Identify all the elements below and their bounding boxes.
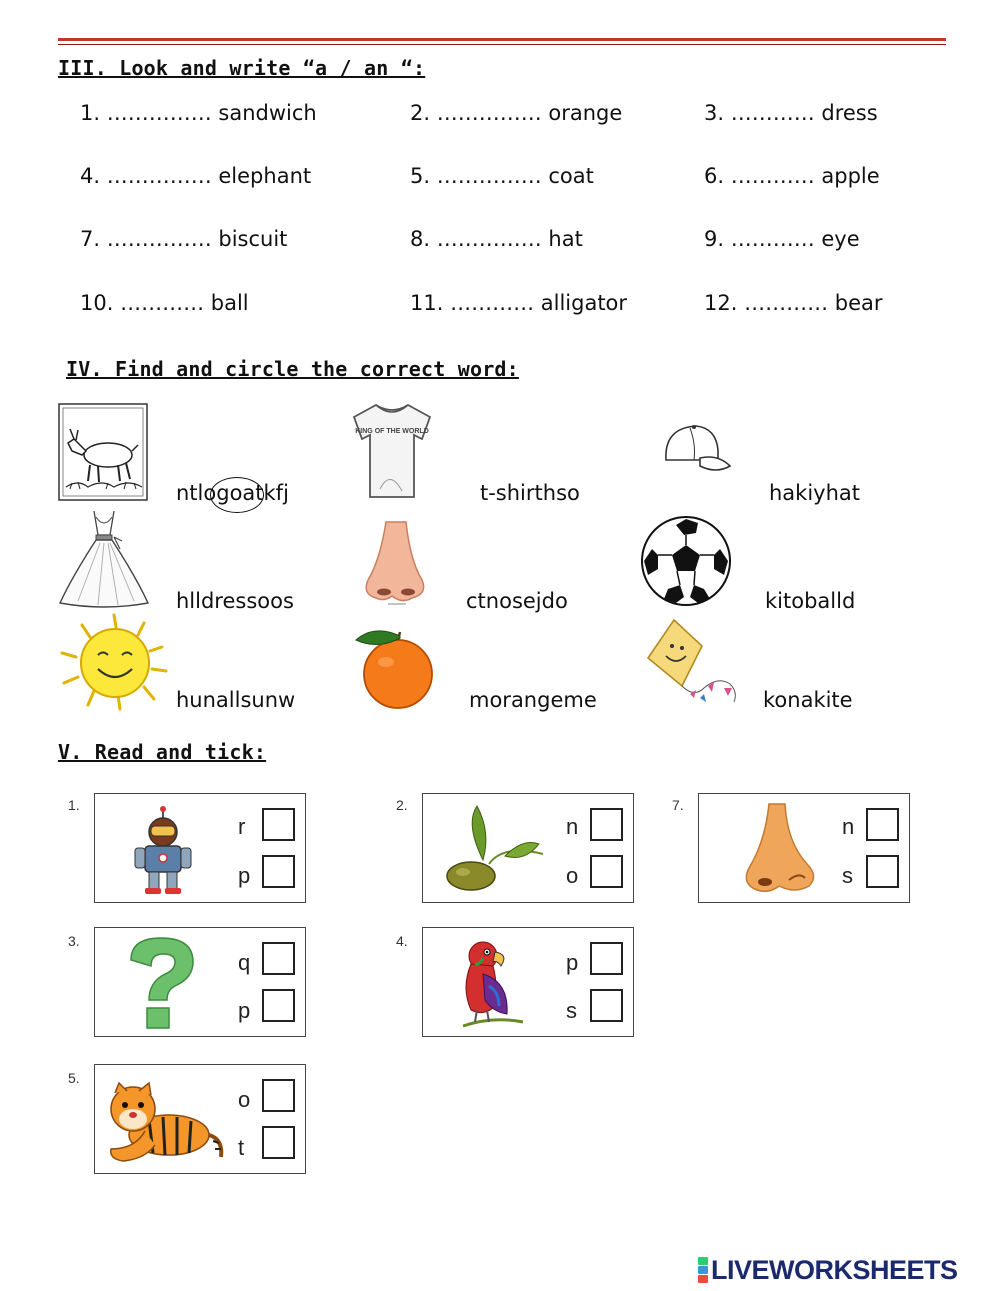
tick-card-1-box-1[interactable] [262, 808, 295, 841]
tick-card-1-box-2[interactable] [262, 855, 295, 888]
fill-item-1[interactable]: 1. …………… sandwich [80, 101, 317, 125]
word-goat-circled: goat [216, 481, 264, 505]
fill-item-9[interactable]: 9. ………… eye [704, 227, 860, 251]
word-hat[interactable]: hakiyhat [769, 481, 861, 505]
fill-item-7[interactable]: 7. …………… biscuit [80, 227, 288, 251]
fill-item-11[interactable]: 11. ………… alligator [410, 291, 628, 315]
tick-card-7 [698, 793, 910, 903]
brand-logo-block-1 [698, 1257, 708, 1265]
tick-card-1-letter-1: r [238, 814, 246, 839]
word-goat[interactable] [176, 481, 289, 505]
fill-item-4[interactable]: 4. …………… elephant [80, 164, 312, 188]
fill-item-10[interactable]: 10. ………… ball [80, 291, 249, 315]
tick-card-7-number: 7. [672, 797, 684, 813]
tick-card-7-box-2[interactable] [866, 855, 899, 888]
tick-card-3-letter-1: q [238, 950, 251, 975]
tick-card-4-letter-2: s [566, 998, 577, 1023]
word-sun[interactable]: hunallsunw [176, 688, 296, 712]
tick-card-3-box-2[interactable] [262, 989, 295, 1022]
fill-item-2[interactable]: 2. …………… orange [410, 101, 623, 125]
word-tshirt[interactable]: t-shirthso [480, 481, 580, 505]
fill-item-12[interactable]: 12. ………… bear [704, 291, 883, 315]
fill-item-3[interactable]: 3. ………… dress [704, 101, 878, 125]
section-4-title: IV. Find and circle the correct word: [66, 357, 519, 381]
word-goat-pre: ntlo [176, 481, 217, 505]
sun-image [58, 613, 170, 711]
nose-card-image [739, 802, 819, 898]
question-mark-image [121, 934, 203, 1032]
word-ball[interactable]: kitoballd [765, 589, 856, 613]
word-orange[interactable]: morangeme [469, 688, 597, 712]
brand-name: LIVEWORKSHEETS [711, 1254, 958, 1285]
tick-card-5-letter-1: o [238, 1087, 251, 1112]
tick-card-4-letter-1: p [566, 950, 579, 975]
tick-card-2-box-2[interactable] [590, 855, 623, 888]
tick-card-1-number: 1. [68, 797, 80, 813]
tick-card-4-number: 4. [396, 933, 408, 949]
fill-item-6[interactable]: 6. ………… apple [704, 164, 880, 188]
tshirt-image [350, 399, 434, 501]
liveworksheets-brand[interactable] [698, 1255, 958, 1285]
word-goat-post: kfj [263, 481, 289, 505]
robot-image [131, 806, 195, 896]
word-nose[interactable]: ctnosejdo [466, 589, 568, 613]
parrot-image [453, 936, 527, 1032]
tick-card-1 [94, 793, 306, 903]
section-3-title: III. Look and write “a / an “: [58, 56, 426, 80]
circle-mark [210, 477, 264, 513]
kite-image [642, 618, 742, 712]
brand-logo-block-3 [698, 1275, 708, 1283]
tick-card-3 [94, 927, 306, 1037]
goat-image [58, 403, 148, 501]
tick-card-3-number: 3. [68, 933, 80, 949]
tick-card-4-box-1[interactable] [590, 942, 623, 975]
tick-card-1-letter-2: p [238, 863, 251, 888]
tick-card-2-letter-2: o [566, 863, 579, 888]
tick-card-5-box-1[interactable] [262, 1079, 295, 1112]
tick-card-2-letter-1: n [566, 814, 579, 839]
tick-card-3-box-1[interactable] [262, 942, 295, 975]
word-kite[interactable]: konakite [763, 688, 853, 712]
tick-card-3-letter-2: p [238, 998, 251, 1023]
tick-card-7-box-1[interactable] [866, 808, 899, 841]
tick-card-5-box-2[interactable] [262, 1126, 295, 1159]
tick-card-2 [422, 793, 634, 903]
circled-word [216, 481, 263, 505]
tick-card-2-box-1[interactable] [590, 808, 623, 841]
brand-logo-block-2 [698, 1266, 708, 1274]
tick-card-4-box-2[interactable] [590, 989, 623, 1022]
dress-image [58, 507, 150, 609]
tick-card-7-letter-2: s [842, 863, 853, 888]
fill-item-8[interactable]: 8. …………… hat [410, 227, 583, 251]
fill-item-5[interactable]: 5. …………… coat [410, 164, 594, 188]
tick-card-7-letter-1: n [842, 814, 855, 839]
nose-image [362, 520, 434, 610]
brand-logo-icon [698, 1257, 708, 1283]
ball-image [640, 515, 732, 607]
section-5-title: V. Read and tick: [58, 740, 267, 764]
orange-image [354, 624, 436, 710]
header-divider [58, 38, 946, 45]
olive-image [443, 804, 547, 896]
tick-card-4 [422, 927, 634, 1037]
tick-card-5 [94, 1064, 306, 1174]
word-dress[interactable]: hlldressoos [176, 589, 294, 613]
tick-card-5-number: 5. [68, 1070, 80, 1086]
tshirt-caption: KING OF THE WORLD [355, 428, 429, 435]
cap-image [660, 420, 732, 480]
tick-card-2-number: 2. [396, 797, 408, 813]
tiger-image [105, 1079, 225, 1165]
tick-card-5-letter-2: t [238, 1135, 245, 1160]
